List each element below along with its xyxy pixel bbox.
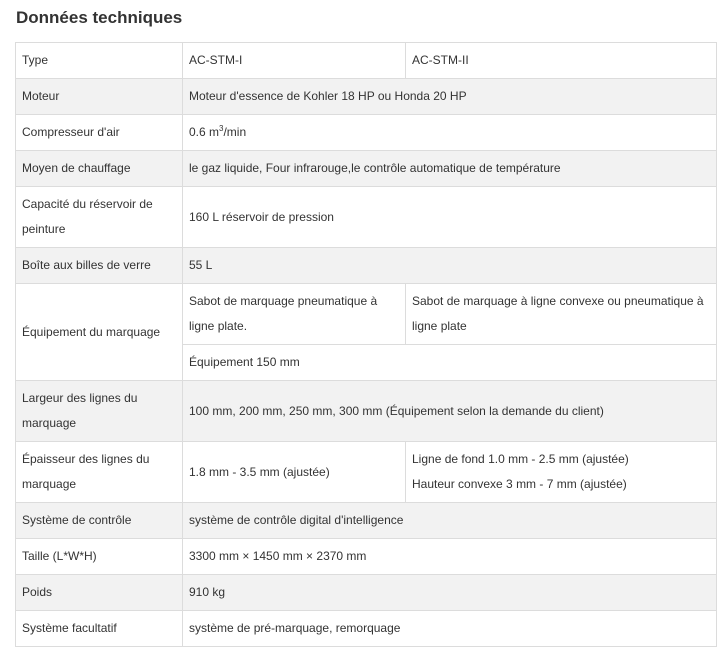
table-row-reservoir <box>16 187 717 248</box>
cell-value: Moteur d'essence de Kohler 18 HP ou Honda 20 HP <box>183 79 717 115</box>
cell-value <box>406 442 717 503</box>
cell-value: 100 mm, 200 mm, 250 mm, 300 mm (Équipement selon la demande du client) <box>183 381 717 442</box>
row-label: Taille (L*W*H) <box>16 539 183 575</box>
table-row-chauffage <box>16 151 717 187</box>
value-main: 0.6 m <box>189 125 220 139</box>
table-row-taille <box>16 539 717 575</box>
table-row-poids <box>16 575 717 611</box>
cell-value: 910 kg <box>183 575 717 611</box>
value-line: Hauteur convexe 3 mm - 7 mm (ajustée) <box>412 477 627 491</box>
table-row-facultatif <box>16 611 717 647</box>
spec-table <box>15 42 717 647</box>
cell-value: Sabot de marquage à ligne convexe ou pneumatique à ligne plate <box>406 284 717 345</box>
value-exponent: 3 <box>219 124 224 133</box>
value-unit: /min <box>223 125 247 139</box>
cell-value: 3300 mm × 1450 mm × 2370 mm <box>183 539 717 575</box>
table-row-largeur <box>16 381 717 442</box>
cell-value: système de pré-marquage, remorquage <box>183 611 717 647</box>
table-row-controle <box>16 503 717 539</box>
row-label: Équipement du marquage <box>16 284 183 381</box>
row-label: Largeur des lignes du marquage <box>16 381 183 442</box>
table-row-billes <box>16 248 717 284</box>
cell-value <box>183 115 717 151</box>
page-title: Données techniques <box>16 8 183 27</box>
row-label: Compresseur d'air <box>16 115 183 151</box>
cell-value: AC-STM-I <box>183 43 406 79</box>
table-row-compresseur <box>16 115 717 151</box>
cell-value: 1.8 mm - 3.5 mm (ajustée) <box>183 442 406 503</box>
table-row-type <box>16 43 717 79</box>
table-row-moteur <box>16 79 717 115</box>
row-label: Épaisseur des lignes du marquage <box>16 442 183 503</box>
row-label: Type <box>16 43 183 79</box>
cell-value: Équipement 150 mm <box>183 345 717 381</box>
cell-value: le gaz liquide, Four infrarouge,le contrôle automatique de température <box>183 151 717 187</box>
row-label: Moteur <box>16 79 183 115</box>
row-label: Capacité du réservoir de peinture <box>16 187 183 248</box>
value-line: Ligne de fond 1.0 mm - 2.5 mm (ajustée) <box>412 452 629 466</box>
cell-value: 55 L <box>183 248 717 284</box>
cell-value: 160 L réservoir de pression <box>183 187 717 248</box>
cell-value: système de contrôle digital d'intelligence <box>183 503 717 539</box>
row-label: Système de contrôle <box>16 503 183 539</box>
table-row-equipement <box>16 284 717 345</box>
row-label: Système facultatif <box>16 611 183 647</box>
table-row-epaisseur <box>16 442 717 503</box>
cell-value: AC-STM-II <box>406 43 717 79</box>
row-label: Poids <box>16 575 183 611</box>
row-label: Moyen de chauffage <box>16 151 183 187</box>
cell-value: Sabot de marquage pneumatique à ligne plate. <box>183 284 406 345</box>
row-label: Boîte aux billes de verre <box>16 248 183 284</box>
